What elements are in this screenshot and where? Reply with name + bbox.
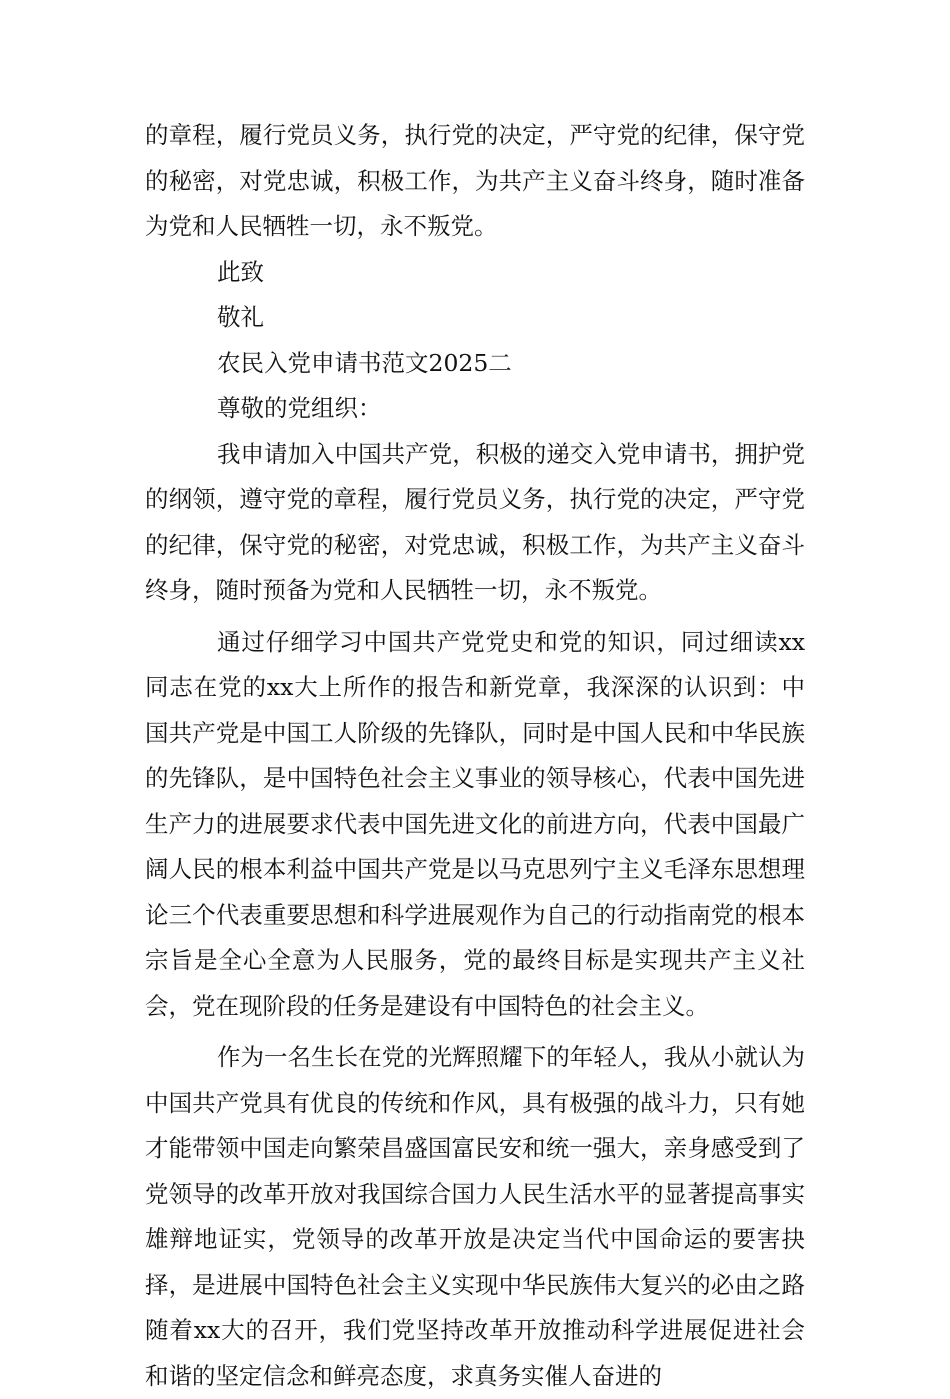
paragraph-application: 我申请加入中国共产党，积极的递交入党申请书，拥护党的纲领，遵守党的章程，履行党员义务，执行党的决定，严守党的纪律，保守党的秘密，对党忠诚，积极工作，为共产主义奋斗终身，随时预备为党和人民牺牲一切，永不叛党。 [145,439,805,604]
paragraph-experience: 作为一名生长在党的光辉照耀下的年轻人，我从小就认为中国共产党具有优良的传统和作风，具有极强的战斗力，只有她才能带领中国走向繁荣昌盛国富民安和统一强大，亲身感受到了党领导的改革开放对我国综合国力人民生活水平的显著提高事实雄辩地证实，党领导的改革开放是决定当代中国命运的要害抉择，是进展中国特色社会主义实现中华民族伟大复兴的必由之路随着xx大的召开，我们党坚持改革开放推动科学进展促进社会和谐的坚定信念和鲜亮态度，求真务实催人奋进的 [145,1043,805,1390]
greeting: 尊敬的党组织： [217,394,382,422]
closing-salutation: 此致 [217,257,264,286]
document-body [145,113,805,1399]
closing-regards: 敬礼 [217,303,264,331]
section-heading: 农民入党申请书范文2025二 [217,348,512,377]
paragraph-understanding: 通过仔细学习中国共产党党史和党的知识，同过细读xx同志在党的xx大上所作的报告和新党章，我深深的认识到：中国共产党是中国工人阶级的先锋队，同时是中国人民和中华民族的先锋队，是中国特色社会主义事业的领导核心，代表中国先进生产力的进展要求代表中国先进文化的前进方向，代表中国最广阔人民的根本利益中国共产党是以马克思列宁主义毛泽东思想理论三个代表重要思想和科学进展观作为自己的行动指南党的根本宗旨是全心全意为人民服务，党的最终目标是实现共产主义社会，党在现阶段的任务是建设有中国特色的社会主义。 [145,627,805,1020]
paragraph-continuation: 的章程，履行党员义务，执行党的决定，严守党的纪律，保守党的秘密，对党忠诚，积极工作，为共产主义奋斗终身，随时准备为党和人民牺牲一切，永不叛党。 [145,121,805,240]
